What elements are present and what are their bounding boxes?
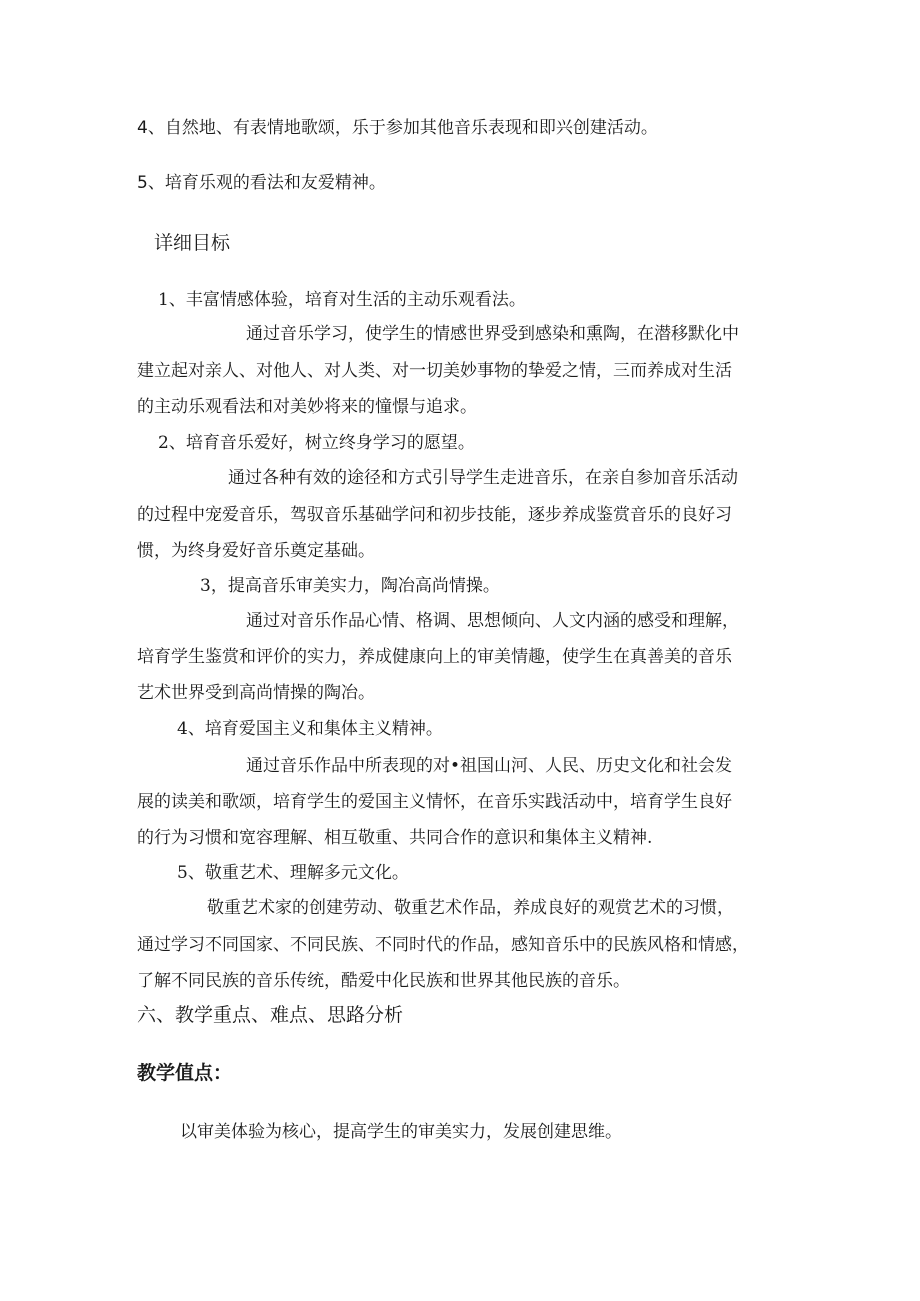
detail-goal-4-text-1: 通过音乐作品中所表现的对•祖国山河、人民、历史文化和社会发: [246, 756, 733, 776]
detail-goal-2-text-2: 的过程中宠爱音乐，驾驭音乐基础学问和初步技能，逐步养成鉴赏音乐的良好习: [137, 505, 732, 525]
detail-goal-1-text-1: 通过音乐学习，使学生的情感世界受到感染和熏陶，在潜移默化中: [246, 324, 739, 344]
detail-goal-5-text-1: 敬重艺术家的创建劳动、敬重艺术作品，养成良好的观赏艺术的习惯，: [207, 898, 734, 918]
detail-goal-3-text-1: 通过对音乐作品心情、格调、思想倾向、人文内涵的感受和理解，: [246, 611, 739, 631]
detail-goal-4-title: 4、培育爱国主义和集体主义精神。: [177, 719, 443, 739]
detail-goal-1-title: 1、丰富情感体验，培育对生活的主动乐观看法。: [158, 290, 526, 310]
detail-goal-3-title: 3，提高音乐审美实力，陶冶高尚情操。: [200, 576, 500, 596]
detail-goal-2-text-3: 惯，为终身爱好音乐奠定基础。: [137, 541, 375, 561]
detail-goal-3-text-2: 培育学生鉴赏和评价的实力，养成健康向上的审美情趣，使学生在真善美的音乐: [137, 647, 732, 667]
goal-item-5: 5、培育乐观的看法和友爱精神。: [137, 173, 386, 193]
detail-goal-5-title: 5、敬重艺术、理解多元文化。: [177, 863, 409, 883]
detail-goal-1-text-2: 建立起对亲人、对他人、对人类、对一切美妙事物的挚爱之情，三而养成对生活: [137, 361, 732, 381]
detail-goal-1-text-3: 的主动乐观看法和对美妙将来的憧憬与追求。: [137, 397, 477, 417]
teaching-key-points-text: 以审美体验为核心，提高学生的审美实力，发展创建思维。: [180, 1122, 622, 1142]
goal-item-4: 4、自然地、有表情地歌颂，乐于参加其他音乐表现和即兴创建活动。: [137, 118, 658, 138]
teaching-key-points-label: 教学值点：: [137, 1062, 233, 1084]
detail-goals-heading: 详细目标: [154, 232, 231, 254]
detail-goal-4-text-3: 的行为习惯和宽容理解、相互敬重、共同合作的意识和集体主义精神.: [137, 828, 653, 848]
detail-goal-2-text-1: 通过各种有效的途径和方式引导学生走进音乐，在亲自参加音乐活动: [228, 468, 738, 488]
section-6-heading: 六、教学重点、难点、思路分析: [137, 1004, 404, 1026]
detail-goal-5-text-3: 了解不同民族的音乐传统，酷爱中化民族和世界其他民族的音乐。: [137, 971, 630, 991]
detail-goal-3-text-3: 艺术世界受到高尚情操的陶冶。: [137, 683, 375, 703]
detail-goal-2-title: 2、培育音乐爱好，树立终身学习的愿望。: [158, 433, 475, 453]
detail-goal-5-text-2: 通过学习不同国家、不同民族、不同时代的作品，感知音乐中的民族风格和情感，: [137, 935, 749, 955]
detail-goal-4-text-2: 展的读美和歌颂，培育学生的爱国主义情怀，在音乐实践活动中，培育学生良好: [137, 792, 732, 812]
